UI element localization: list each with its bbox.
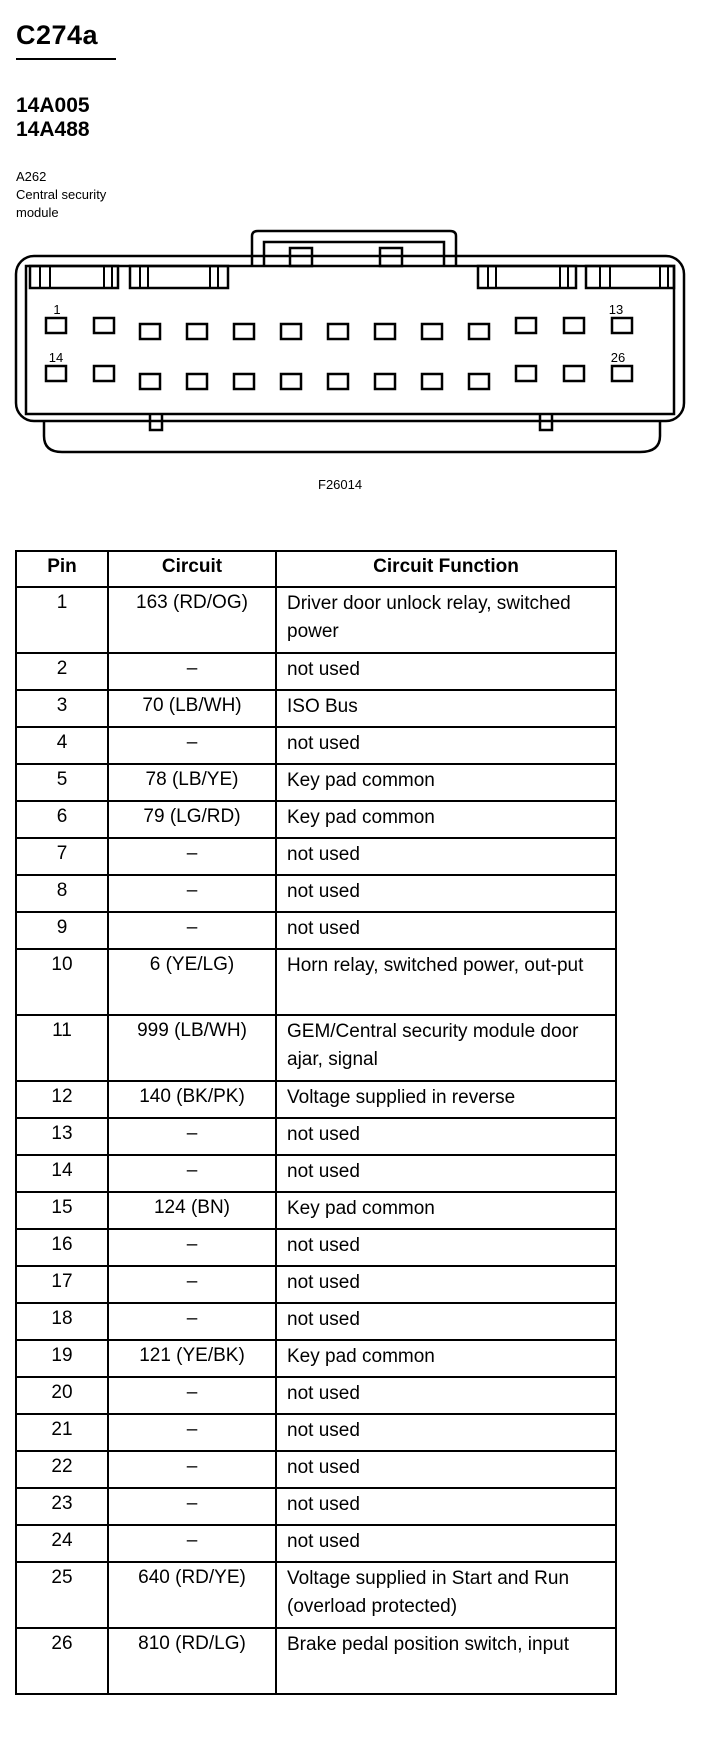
table-row [16, 1488, 616, 1525]
table-row [16, 1155, 616, 1192]
circuit-cell: 79 (LG/RD) [108, 801, 276, 838]
circuit-cell: 163 (RD/OG) [108, 587, 276, 653]
circuit-cell: – [108, 1488, 276, 1525]
pin-cell: 6 [16, 801, 108, 838]
circuit-cell: 640 (RD/YE) [108, 1562, 276, 1628]
component-name-line2: module [16, 205, 59, 220]
component-name-line1: Central security [16, 187, 107, 202]
table-row [16, 1451, 616, 1488]
pin-cell: 2 [16, 653, 108, 690]
function-cell: not used [276, 1525, 616, 1562]
table-row [16, 587, 616, 653]
rib-right-inner [478, 266, 576, 288]
pin-cell: 4 [16, 727, 108, 764]
table-row [16, 1340, 616, 1377]
function-cell: GEM/Central security module door ajar, signal [276, 1015, 616, 1081]
pin-row-bottom [46, 366, 632, 389]
pin-cell: 8 [16, 875, 108, 912]
table-row [16, 1081, 616, 1118]
part-number-2: 14A488 [16, 118, 90, 141]
circuit-cell: – [108, 1155, 276, 1192]
pin-cell: 25 [16, 1562, 108, 1628]
circuit-cell: – [108, 838, 276, 875]
pin-cell: 21 [16, 1414, 108, 1451]
function-cell: Brake pedal position switch, input [276, 1628, 616, 1694]
pin-cell: 11 [16, 1015, 108, 1081]
pin-label-26: 26 [610, 350, 626, 365]
table-row [16, 838, 616, 875]
pin-cell: 17 [16, 1266, 108, 1303]
connector-title: C274a [16, 20, 99, 50]
table-row [16, 1628, 616, 1694]
table-row [16, 1229, 616, 1266]
pin-cell: 16 [16, 1229, 108, 1266]
pin-cell: 1 [16, 587, 108, 653]
rib-left-inner [130, 266, 228, 288]
function-cell: ISO Bus [276, 690, 616, 727]
component-id: A262 [16, 169, 47, 184]
circuit-cell: – [108, 1414, 276, 1451]
function-cell: not used [276, 1377, 616, 1414]
function-cell: not used [276, 1488, 616, 1525]
pin-cell: 7 [16, 838, 108, 875]
pin-cell: 20 [16, 1377, 108, 1414]
table-row [16, 875, 616, 912]
pin-cell: 10 [16, 949, 108, 1015]
title-underline [16, 58, 116, 60]
circuit-cell: – [108, 727, 276, 764]
connector-skirt [44, 421, 660, 452]
table-row [16, 1303, 616, 1340]
circuit-cell: – [108, 1525, 276, 1562]
pin-cell: 9 [16, 912, 108, 949]
pin-cell: 18 [16, 1303, 108, 1340]
connector-shell [16, 256, 684, 421]
pin-cell: 14 [16, 1155, 108, 1192]
table-row [16, 690, 616, 727]
table-row [16, 1266, 616, 1303]
table-row [16, 1118, 616, 1155]
function-cell: not used [276, 1451, 616, 1488]
circuit-cell: 121 (YE/BK) [108, 1340, 276, 1377]
pin-table [15, 550, 617, 1695]
latch-housing [252, 231, 456, 266]
pin-cell: 24 [16, 1525, 108, 1562]
function-cell: Voltage supplied in reverse [276, 1081, 616, 1118]
header-function: Circuit Function [276, 551, 616, 587]
circuit-cell: – [108, 1377, 276, 1414]
circuit-cell: 999 (LB/WH) [108, 1015, 276, 1081]
function-cell: Key pad common [276, 1340, 616, 1377]
table-row [16, 912, 616, 949]
header-pin: Pin [16, 551, 108, 587]
table-row [16, 1192, 616, 1229]
pin-label-1: 1 [53, 302, 61, 317]
circuit-cell: 78 (LB/YE) [108, 764, 276, 801]
function-cell: Key pad common [276, 764, 616, 801]
connector-face-diagram [0, 228, 704, 468]
function-cell: not used [276, 653, 616, 690]
header-circuit: Circuit [108, 551, 276, 587]
circuit-cell: – [108, 653, 276, 690]
function-cell: not used [276, 1266, 616, 1303]
table-row [16, 1414, 616, 1451]
circuit-cell: – [108, 1266, 276, 1303]
table-row [16, 764, 616, 801]
table-row [16, 653, 616, 690]
function-cell: Driver door unlock relay, switched power [276, 587, 616, 653]
function-cell: Horn relay, switched power, out-put [276, 949, 616, 1015]
function-cell: Key pad common [276, 801, 616, 838]
table-row [16, 1377, 616, 1414]
circuit-cell: 6 (YE/LG) [108, 949, 276, 1015]
function-cell: not used [276, 875, 616, 912]
table-row [16, 1525, 616, 1562]
function-cell: not used [276, 1229, 616, 1266]
function-cell: not used [276, 1414, 616, 1451]
table-row [16, 949, 616, 1015]
circuit-cell: – [108, 1229, 276, 1266]
function-cell: not used [276, 1155, 616, 1192]
table-header-row [16, 551, 616, 587]
circuit-cell: 810 (RD/LG) [108, 1628, 276, 1694]
function-cell: not used [276, 912, 616, 949]
pin-cell: 15 [16, 1192, 108, 1229]
pin-label-14: 14 [48, 350, 64, 365]
table-row [16, 727, 616, 764]
circuit-cell: – [108, 912, 276, 949]
circuit-cell: – [108, 1303, 276, 1340]
pin-cell: 22 [16, 1451, 108, 1488]
table-row [16, 801, 616, 838]
pin-row-top [46, 318, 632, 339]
function-cell: not used [276, 727, 616, 764]
circuit-cell: – [108, 875, 276, 912]
function-cell: not used [276, 1303, 616, 1340]
circuit-cell: – [108, 1451, 276, 1488]
circuit-cell: 124 (BN) [108, 1192, 276, 1229]
function-cell: not used [276, 838, 616, 875]
figure-code: F26014 [318, 477, 363, 492]
pin-cell: 5 [16, 764, 108, 801]
table-row [16, 1015, 616, 1081]
pin-cell: 23 [16, 1488, 108, 1525]
component-description [16, 168, 106, 222]
circuit-cell: – [108, 1118, 276, 1155]
pin-cell: 12 [16, 1081, 108, 1118]
table-row [16, 1562, 616, 1628]
circuit-cell: 140 (BK/PK) [108, 1081, 276, 1118]
pin-cell: 19 [16, 1340, 108, 1377]
pin-label-13: 13 [608, 302, 624, 317]
pin-cell: 3 [16, 690, 108, 727]
pin-cell: 13 [16, 1118, 108, 1155]
pin-cell: 26 [16, 1628, 108, 1694]
circuit-cell: 70 (LB/WH) [108, 690, 276, 727]
function-cell: not used [276, 1118, 616, 1155]
part-number-1: 14A005 [16, 94, 90, 117]
function-cell: Key pad common [276, 1192, 616, 1229]
function-cell: Voltage supplied in Start and Run (overload protected) [276, 1562, 616, 1628]
